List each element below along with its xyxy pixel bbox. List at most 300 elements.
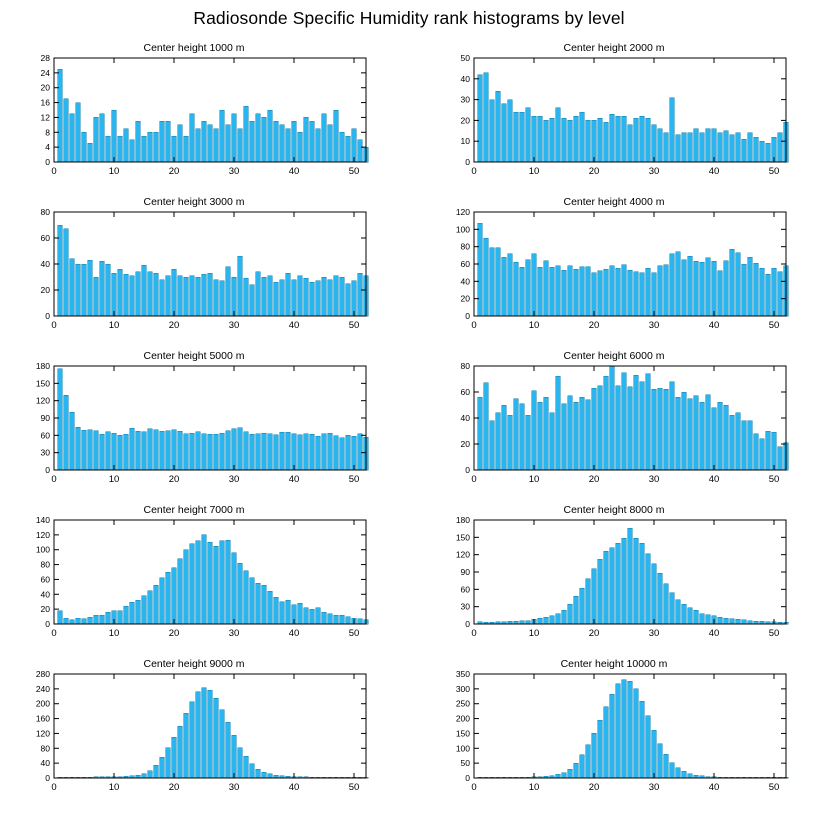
x-tick-label: 0 bbox=[471, 474, 477, 485]
panel-title: Center height 5000 m bbox=[143, 350, 245, 362]
histogram-bar bbox=[244, 756, 249, 778]
histogram-bar bbox=[622, 538, 627, 624]
histogram-bar bbox=[286, 600, 291, 624]
histogram-bar bbox=[328, 614, 333, 624]
histogram-bar bbox=[664, 265, 669, 316]
histogram-bar bbox=[778, 272, 783, 316]
x-tick-label: 0 bbox=[471, 166, 477, 177]
y-tick-label: 20 bbox=[40, 82, 50, 93]
histogram-bar bbox=[676, 252, 681, 316]
histogram-bar bbox=[106, 432, 111, 470]
panel-3 bbox=[428, 196, 800, 344]
x-tick-label: 50 bbox=[348, 320, 360, 331]
histogram-bar bbox=[256, 769, 261, 778]
histogram-bar bbox=[214, 698, 219, 778]
histogram-bar bbox=[250, 121, 255, 162]
histogram-bar bbox=[118, 435, 123, 470]
histogram-bar bbox=[598, 559, 603, 624]
y-tick-label: 100 bbox=[35, 544, 50, 555]
histogram-bar bbox=[328, 280, 333, 316]
histogram-bar bbox=[232, 114, 237, 162]
histogram-bar bbox=[694, 396, 699, 470]
histogram-bar bbox=[184, 434, 189, 470]
histogram-bar bbox=[100, 114, 105, 162]
histogram-bar bbox=[280, 432, 285, 470]
histogram-bar bbox=[298, 603, 303, 624]
histogram-bar bbox=[700, 402, 705, 470]
histogram-bar bbox=[88, 617, 93, 624]
histogram-bar bbox=[214, 546, 219, 624]
histogram-bar bbox=[514, 262, 519, 316]
panel-title: Center height 4000 m bbox=[563, 196, 665, 208]
histogram-bar bbox=[262, 585, 267, 624]
histogram-bar bbox=[100, 615, 105, 624]
panel-title: Center height 7000 m bbox=[143, 504, 245, 516]
histogram-bar bbox=[634, 689, 639, 778]
histogram-bar bbox=[256, 272, 261, 316]
histogram-bar bbox=[778, 133, 783, 162]
histogram-bar bbox=[622, 265, 627, 316]
histogram-bar bbox=[628, 125, 633, 162]
histogram-bar bbox=[640, 382, 645, 470]
histogram-bar bbox=[154, 132, 159, 162]
x-tick-label: 40 bbox=[708, 166, 720, 177]
histogram-bar bbox=[286, 273, 291, 316]
panel-title: Center height 3000 m bbox=[143, 196, 245, 208]
histogram-bar bbox=[166, 276, 171, 316]
x-tick-label: 30 bbox=[228, 320, 240, 331]
histogram-bar bbox=[346, 284, 351, 317]
histogram-bar bbox=[358, 273, 363, 316]
y-tick-label: 180 bbox=[455, 515, 470, 525]
histogram-bar bbox=[340, 132, 345, 162]
y-tick-label: 80 bbox=[460, 241, 470, 252]
histogram-bar bbox=[166, 572, 171, 624]
histogram-bar bbox=[100, 261, 105, 316]
histogram-bar bbox=[700, 614, 705, 624]
histogram-bar bbox=[316, 608, 321, 624]
y-tick-label: 40 bbox=[460, 73, 470, 84]
histogram-bar bbox=[520, 267, 525, 316]
x-tick-label: 40 bbox=[288, 782, 300, 793]
histogram-bar bbox=[550, 616, 555, 624]
histogram-bar bbox=[742, 421, 747, 470]
y-tick-label: 0 bbox=[465, 311, 470, 321]
histogram-bar bbox=[532, 254, 537, 316]
y-tick-label: 150 bbox=[455, 532, 470, 543]
histogram-bar bbox=[286, 432, 291, 470]
histogram-bar bbox=[58, 225, 63, 316]
histogram-bar bbox=[748, 421, 753, 470]
y-tick-label: 90 bbox=[460, 567, 470, 577]
histogram-bar bbox=[82, 264, 87, 316]
histogram-bar bbox=[106, 264, 111, 316]
histogram-bar bbox=[652, 125, 657, 162]
histogram-svg bbox=[35, 515, 366, 639]
histogram-bar bbox=[334, 110, 339, 162]
histogram-bar bbox=[166, 121, 171, 162]
y-tick-label: 150 bbox=[455, 728, 470, 739]
histogram-bar bbox=[202, 274, 207, 316]
histogram-bar bbox=[760, 268, 765, 316]
histogram-bar bbox=[604, 551, 609, 624]
y-tick-label: 28 bbox=[40, 53, 50, 63]
histogram-bar bbox=[556, 614, 561, 624]
plot-area bbox=[40, 207, 366, 331]
histogram-bar bbox=[688, 133, 693, 162]
histogram-bar bbox=[76, 264, 81, 316]
histogram-bar bbox=[502, 257, 507, 316]
histogram-bar bbox=[286, 129, 291, 162]
x-tick-label: 0 bbox=[51, 320, 57, 331]
histogram-bar bbox=[706, 395, 711, 470]
histogram-bar bbox=[220, 281, 225, 316]
x-tick-label: 30 bbox=[648, 628, 660, 639]
histogram-bar bbox=[586, 400, 591, 470]
histogram-bar bbox=[652, 389, 657, 470]
histogram-bar bbox=[208, 690, 213, 778]
panel-2 bbox=[8, 196, 380, 344]
x-tick-label: 10 bbox=[108, 166, 120, 177]
y-tick-label: 40 bbox=[460, 413, 470, 423]
histogram-bar bbox=[526, 415, 531, 470]
histogram-bar bbox=[226, 431, 231, 470]
x-tick-label: 10 bbox=[108, 474, 120, 485]
histogram-bar bbox=[688, 774, 693, 778]
histogram-bar bbox=[628, 528, 633, 624]
histogram-bar bbox=[670, 763, 675, 778]
histogram-bar bbox=[538, 618, 543, 624]
histogram-bar bbox=[268, 110, 273, 162]
y-tick-label: 40 bbox=[40, 259, 50, 269]
x-tick-label: 50 bbox=[768, 628, 780, 639]
histogram-bar bbox=[658, 744, 663, 778]
histogram-bar bbox=[610, 694, 615, 778]
histogram-bar bbox=[526, 621, 531, 624]
y-tick-label: 250 bbox=[455, 698, 470, 709]
histogram-bar bbox=[676, 397, 681, 470]
histogram-bar bbox=[124, 434, 129, 470]
histogram-bar bbox=[658, 266, 663, 316]
x-tick-label: 50 bbox=[768, 320, 780, 331]
histogram-bar bbox=[604, 376, 609, 470]
x-tick-label: 20 bbox=[168, 474, 180, 485]
histogram-bar bbox=[172, 269, 177, 316]
histogram-bar bbox=[664, 584, 669, 624]
histogram-bar bbox=[568, 769, 573, 778]
histogram-bar bbox=[604, 122, 609, 162]
histogram-bar bbox=[118, 269, 123, 316]
x-tick-label: 10 bbox=[528, 474, 540, 485]
histogram-bar bbox=[610, 114, 615, 162]
histogram-bar bbox=[292, 280, 297, 316]
histogram-bar bbox=[130, 602, 135, 624]
panel-title: Center height 10000 m bbox=[560, 658, 668, 670]
histogram-bar bbox=[628, 681, 633, 778]
histogram-bar bbox=[250, 285, 255, 316]
histogram-bar bbox=[490, 100, 495, 162]
y-tick-label: 0 bbox=[465, 157, 470, 167]
y-tick-label: 350 bbox=[455, 669, 470, 679]
x-tick-label: 0 bbox=[51, 474, 57, 485]
x-tick-label: 10 bbox=[528, 628, 540, 639]
histogram-bar bbox=[688, 256, 693, 316]
y-tick-label: 80 bbox=[40, 743, 50, 754]
histogram-bar bbox=[244, 432, 249, 470]
histogram-bar bbox=[562, 404, 567, 470]
histogram-bar bbox=[268, 276, 273, 316]
histogram-bar bbox=[166, 431, 171, 470]
x-tick-label: 40 bbox=[288, 320, 300, 331]
plot-area bbox=[40, 53, 366, 177]
histogram-bar bbox=[568, 120, 573, 162]
panel-6 bbox=[8, 504, 380, 652]
histogram-bar bbox=[184, 550, 189, 624]
y-tick-label: 200 bbox=[35, 698, 50, 709]
histogram-bar bbox=[178, 431, 183, 470]
histogram-bar bbox=[646, 716, 651, 778]
x-tick-label: 20 bbox=[588, 166, 600, 177]
x-tick-label: 30 bbox=[648, 782, 660, 793]
x-tick-label: 10 bbox=[528, 320, 540, 331]
histogram-bar bbox=[748, 621, 753, 624]
histogram-bar bbox=[574, 269, 579, 316]
histogram-bar bbox=[274, 121, 279, 162]
histogram-bar bbox=[358, 140, 363, 162]
panel-title: Center height 9000 m bbox=[143, 658, 245, 670]
y-tick-label: 80 bbox=[40, 559, 50, 570]
histogram-bar bbox=[256, 434, 261, 470]
x-tick-label: 10 bbox=[528, 166, 540, 177]
histogram-bar bbox=[232, 553, 237, 624]
histogram-bar bbox=[532, 391, 537, 470]
histogram-bar bbox=[328, 433, 333, 470]
histogram-svg bbox=[460, 361, 786, 485]
histogram-bar bbox=[694, 261, 699, 316]
histogram-bar bbox=[562, 270, 567, 316]
histogram-bar bbox=[502, 104, 507, 162]
histogram-bar bbox=[610, 366, 615, 470]
histogram-bar bbox=[238, 256, 243, 316]
y-tick-label: 80 bbox=[460, 361, 470, 371]
histogram-bar bbox=[106, 136, 111, 162]
histogram-bar bbox=[64, 618, 69, 624]
histogram-bar bbox=[688, 399, 693, 471]
histogram-bar bbox=[280, 602, 285, 624]
histogram-bar bbox=[310, 121, 315, 162]
histogram-bar bbox=[208, 542, 213, 624]
histogram-bar bbox=[658, 388, 663, 470]
histogram-bar bbox=[346, 136, 351, 162]
plot-area bbox=[35, 361, 366, 485]
histogram-bar bbox=[628, 270, 633, 316]
histogram-bar bbox=[148, 429, 153, 470]
histogram-bar bbox=[64, 395, 69, 470]
x-tick-label: 20 bbox=[588, 628, 600, 639]
histogram-bar bbox=[298, 132, 303, 162]
plot-area bbox=[460, 361, 786, 485]
histogram-bar bbox=[88, 430, 93, 470]
histogram-bar bbox=[190, 702, 195, 778]
panel-7 bbox=[428, 504, 800, 652]
histogram-bar bbox=[544, 397, 549, 470]
histogram-bar bbox=[112, 110, 117, 162]
histogram-bar bbox=[754, 263, 759, 316]
histogram-bar bbox=[598, 720, 603, 778]
histogram-bar bbox=[214, 280, 219, 316]
histogram-bar bbox=[256, 114, 261, 162]
histogram-bar bbox=[328, 125, 333, 162]
histogram-bar bbox=[172, 430, 177, 470]
histogram-bar bbox=[160, 578, 165, 624]
histogram-bar bbox=[760, 141, 765, 162]
histogram-bar bbox=[208, 434, 213, 470]
histogram-bar bbox=[58, 369, 63, 470]
histogram-bar bbox=[118, 136, 123, 162]
histogram-bar bbox=[592, 388, 597, 470]
y-tick-label: 30 bbox=[460, 601, 470, 612]
y-tick-label: 120 bbox=[455, 207, 470, 217]
histogram-bar bbox=[718, 133, 723, 162]
histogram-bar bbox=[514, 399, 519, 471]
histogram-bar bbox=[538, 402, 543, 470]
histogram-bar bbox=[316, 436, 321, 470]
x-tick-label: 10 bbox=[108, 320, 120, 331]
histogram-bar bbox=[490, 248, 495, 316]
panel-1 bbox=[428, 42, 800, 190]
histogram-bar bbox=[640, 543, 645, 624]
histogram-bar bbox=[496, 413, 501, 470]
histogram-bar bbox=[652, 730, 657, 778]
histogram-bar bbox=[580, 267, 585, 316]
histogram-bar bbox=[154, 765, 159, 778]
histogram-bar bbox=[232, 735, 237, 778]
histogram-bar bbox=[544, 261, 549, 316]
histogram-bar bbox=[268, 434, 273, 470]
histogram-bar bbox=[748, 257, 753, 316]
panel-title: Center height 1000 m bbox=[143, 42, 245, 54]
histogram-bar bbox=[484, 383, 489, 470]
histogram-bar bbox=[622, 373, 627, 471]
histogram-bar bbox=[64, 229, 69, 316]
histogram-bar bbox=[580, 588, 585, 624]
histogram-bar bbox=[196, 432, 201, 470]
histogram-bar bbox=[538, 267, 543, 316]
histogram-bar bbox=[730, 619, 735, 624]
histogram-bar bbox=[664, 754, 669, 778]
histogram-bar bbox=[190, 433, 195, 470]
histogram-bar bbox=[736, 619, 741, 624]
x-tick-label: 50 bbox=[348, 474, 360, 485]
histogram-bar bbox=[664, 389, 669, 470]
histogram-bar bbox=[238, 748, 243, 778]
x-tick-label: 20 bbox=[588, 320, 600, 331]
histogram-bar bbox=[748, 133, 753, 162]
histogram-bar bbox=[154, 585, 159, 624]
histogram-bar bbox=[550, 413, 555, 470]
histogram-bar bbox=[208, 125, 213, 162]
panel-4 bbox=[8, 350, 380, 498]
x-tick-label: 10 bbox=[108, 628, 120, 639]
x-tick-label: 50 bbox=[768, 166, 780, 177]
histogram-bar bbox=[262, 277, 267, 316]
y-tick-label: 50 bbox=[460, 758, 470, 769]
y-tick-label: 20 bbox=[40, 604, 50, 615]
histogram-bar bbox=[202, 535, 207, 624]
y-tick-label: 280 bbox=[35, 669, 50, 679]
x-tick-label: 40 bbox=[288, 166, 300, 177]
x-tick-label: 40 bbox=[708, 474, 720, 485]
histogram-bar bbox=[604, 269, 609, 316]
histogram-svg bbox=[35, 669, 366, 793]
histogram-bar bbox=[70, 259, 75, 316]
histogram-bar bbox=[478, 397, 483, 470]
histogram-bar bbox=[484, 73, 489, 162]
y-tick-label: 0 bbox=[465, 773, 470, 783]
histogram-bar bbox=[304, 117, 309, 162]
histogram-bar bbox=[520, 621, 525, 624]
histogram-bar bbox=[154, 430, 159, 470]
histogram-bar bbox=[736, 413, 741, 470]
y-tick-label: 120 bbox=[35, 728, 50, 739]
panel-9 bbox=[428, 658, 800, 806]
histogram-bar bbox=[148, 272, 153, 316]
plot-area bbox=[455, 207, 786, 331]
x-tick-label: 30 bbox=[648, 166, 660, 177]
histogram-bar bbox=[622, 680, 627, 778]
histogram-bar bbox=[586, 267, 591, 316]
x-tick-label: 20 bbox=[168, 320, 180, 331]
histogram-bar bbox=[634, 272, 639, 316]
y-tick-label: 0 bbox=[45, 157, 50, 167]
histogram-bar bbox=[586, 745, 591, 778]
histogram-bar bbox=[586, 579, 591, 624]
histogram-bar bbox=[316, 129, 321, 162]
histogram-bar bbox=[520, 112, 525, 162]
panel-5 bbox=[428, 350, 800, 498]
histogram-bar bbox=[322, 277, 327, 316]
histogram-bar bbox=[196, 277, 201, 316]
x-tick-label: 30 bbox=[228, 474, 240, 485]
y-tick-label: 12 bbox=[40, 112, 50, 123]
y-tick-label: 120 bbox=[35, 529, 50, 540]
histogram-bar bbox=[640, 273, 645, 316]
histogram-bar bbox=[346, 617, 351, 624]
histogram-bar bbox=[508, 415, 513, 470]
x-tick-label: 20 bbox=[588, 474, 600, 485]
histogram-bar bbox=[202, 434, 207, 470]
histogram-bar bbox=[148, 132, 153, 162]
histogram-bar bbox=[58, 611, 63, 624]
histogram-bar bbox=[592, 273, 597, 316]
histogram-svg bbox=[455, 515, 786, 639]
x-tick-label: 50 bbox=[768, 782, 780, 793]
histogram-bar bbox=[94, 431, 99, 470]
histogram-bar bbox=[580, 397, 585, 470]
y-tick-label: 120 bbox=[35, 395, 50, 406]
histogram-bar bbox=[136, 600, 141, 624]
histogram-bar bbox=[712, 408, 717, 470]
y-tick-label: 240 bbox=[35, 683, 50, 694]
histogram-bar bbox=[298, 435, 303, 470]
histogram-bar bbox=[100, 434, 105, 470]
histogram-bar bbox=[616, 543, 621, 624]
histogram-bar bbox=[310, 609, 315, 624]
histogram-bar bbox=[574, 402, 579, 470]
panel-title: Center height 6000 m bbox=[563, 350, 665, 362]
y-tick-label: 4 bbox=[45, 142, 50, 153]
histogram-bar bbox=[82, 619, 87, 624]
